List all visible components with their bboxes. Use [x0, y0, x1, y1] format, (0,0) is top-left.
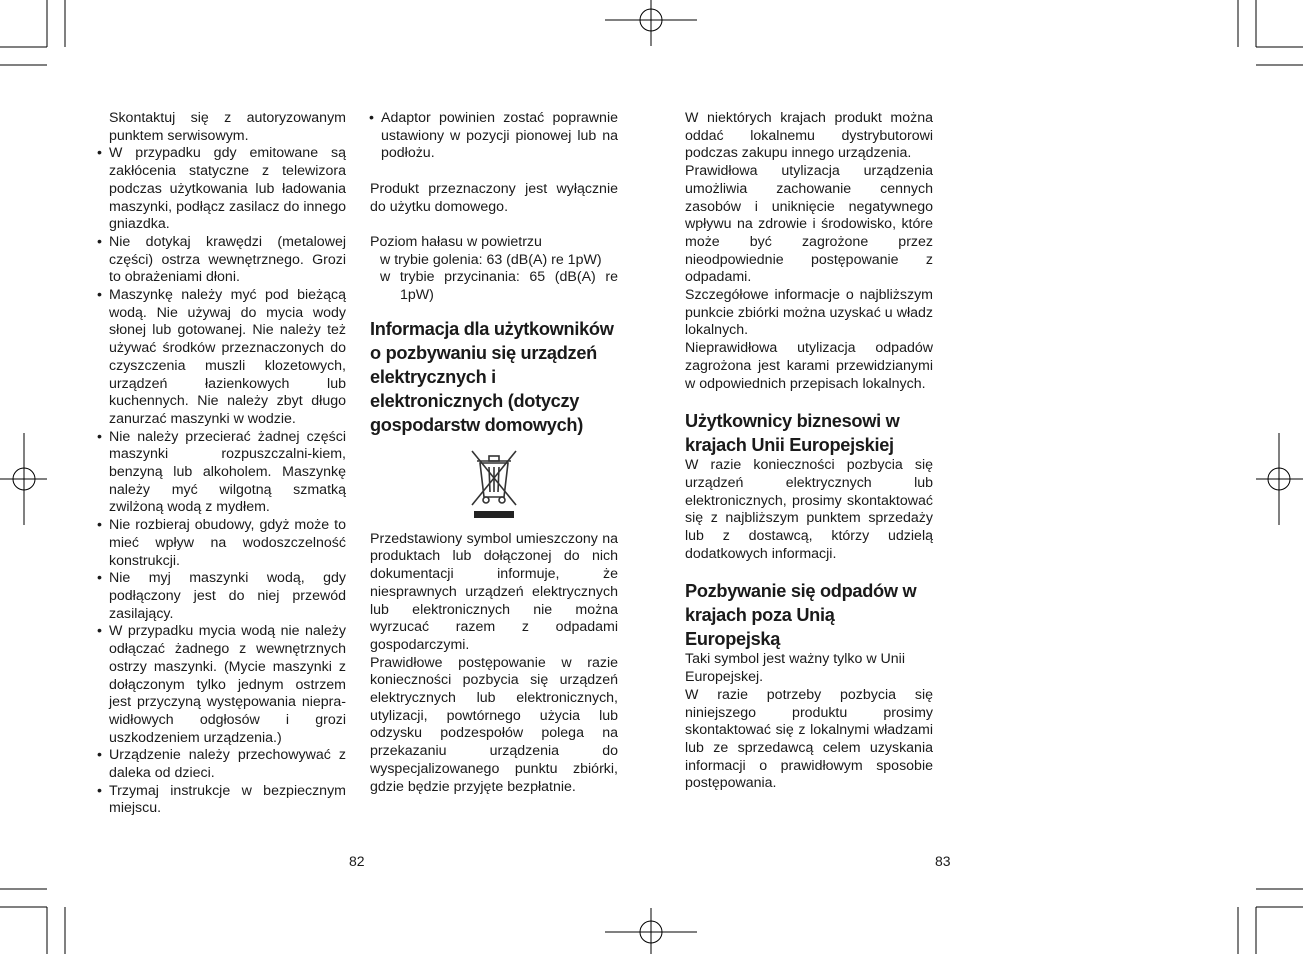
paragraph: W niektórych krajach produkt można oddać lokalnemu dystrybutorowi podczas zakupu innego urządzenia.	[685, 110, 933, 162]
business-heading: Użytkownicy biznesowi w krajach Unii Europejskiej	[685, 411, 900, 456]
right-page-column	[685, 110, 933, 793]
domestic-use-text: Produkt przeznaczony jest wyłącznie do użytku domowego.	[370, 180, 618, 215]
left-page-column-1	[98, 110, 346, 818]
safety-bullet: • Nie należy przecierać żadnej części maszynki rozpuszczalni-kiem, benzyną lub alkoholem. Maszynkę należy myć wilgotną szmatką zwilżoną wodą z mydłem.	[98, 429, 346, 518]
page-number-left: 82	[349, 853, 365, 869]
outside-eu-heading: Pozbywanie się odpadów w krajach poza Unią Europejską	[685, 581, 917, 650]
crossed-out-wheelie-bin-icon	[468, 447, 520, 521]
noise-trimming: w trybie przycinania: 65 (dB(A) re 1pW)	[380, 269, 618, 303]
paragraph: Prawidłowa utylizacja urządzenia umożliwia zachowanie cennych zasobów i uniknięcie negatywnego wpływu na zdrowie i środowisko, które może być zagrożone przez nieodpowiednie postępowanie z odpadami.	[685, 163, 933, 286]
safety-bullet: • W przypadku mycia wodą nie należy odłączać żadnego z wewnętrznych ostrzy maszynki. (Mycie maszynki z dołączonym tylko jednym ostrzem jest przyczyną występowania niepra-widłowych odgłosów i grozi uszkodzeniem urządzenia.)	[98, 623, 346, 747]
safety-bullet: • W przypadku gdy emitowane są zakłócenia statyczne z telewizora podczas użytkowania lub ładowania maszynki, podłącz zasilacz do innego gniazdka.	[98, 145, 346, 234]
left-page-column-2	[370, 110, 618, 796]
info-heading: Informacja dla użytkowników o pozbywaniu się urządzeń elektrycznych i elektronicznych (dotyczy gospodarstw domowych)	[370, 318, 614, 435]
noise-shaving: w trybie golenia: 63 (dB(A) re 1pW)	[380, 251, 602, 268]
safety-bullet: • Nie rozbieraj obudowy, gdyż może to mieć wpływ na wodoszczelność konstrukcji.	[98, 517, 346, 570]
safety-bullet: • Nie myj maszynki wodą, gdy podłączony jest do niej przewód zasilający.	[98, 570, 346, 623]
proper-disposal-paragraph: Prawidłowe postępowanie w razie konieczności pozbycia się urządzeń elektrycznych lub elektronicznych, utylizacji, powtórnego użycia lub odzysku podzespołów polega na przekazaniu urządzenia do wyspecjalizowanego punktu zbiórki, gdzie będzie przyjęte bezpłatnie.	[370, 654, 618, 795]
safety-bullet: • Urządzenie należy przechowywać z daleka od dzieci.	[98, 747, 346, 782]
outside-eu-text-2: W razie potrzeby pozbycia się niniejszego produktu prosimy skontaktować się z lokalnymi władzami lub ze sprzedawcą celem uzyskania informacji o prawidłowym sposobie postępowania.	[685, 686, 933, 792]
safety-bullet: • Maszynkę należy myć pod bieżącą wodą. Nie używaj do mycia wody słonej lub gotowanej. Nie należy też używać środków przeznaczonych do czyszczenia muszli klozetowych, urządzeń łazienkowych lub kuchennych. Nie należy zbyt długo zanurzać maszynki w wodzie.	[98, 287, 346, 429]
continuation-text: Skontaktuj się z autoryzowanym punktem serwisowym.	[109, 110, 346, 144]
adaptor-bullet: • Adaptor powinien zostać poprawnie ustawiony w pozycji pionowej lub na podłożu.	[370, 110, 618, 163]
symbol-paragraph: Przedstawiony symbol umieszczony na produktach lub dołączonej do nich dokumentacji informuje, że niesprawnych urządzeń elektrycznych lub elektronicznych nie można wyrzucać razem z odpadami gospodarczymi.	[370, 530, 618, 653]
safety-bullet: • Nie dotykaj krawędzi (metalowej części) ostrza wewnętrznego. Grozi to obrażeniami dłoni.	[98, 234, 346, 287]
outside-eu-text-1: Taki symbol jest ważny tylko w Unii Europejskej.	[685, 651, 905, 686]
paragraph: Szczegółowe informacje o najbliższym punkcie zbiórki można uzyskać u władz lokalnych.	[685, 287, 933, 339]
page-number-right: 83	[935, 853, 951, 869]
paragraph: Nieprawidłowa utylizacja odpadów zagrożona jest karami przewidzianymi w odpowiednich przepisach lokalnych.	[685, 340, 933, 392]
safety-bullet: • Trzymaj instrukcje w bezpiecznym miejscu.	[98, 783, 346, 818]
noise-title: Poziom hałasu w powietrzu	[370, 233, 542, 250]
business-text: W razie konieczności pozbycia się urządzeń elektrycznych lub elektronicznych, prosimy skontaktować się z najbliższym punktem sprzedaży lub z dostawcą, którzy udzielą dodatkowych informacji.	[685, 457, 933, 562]
